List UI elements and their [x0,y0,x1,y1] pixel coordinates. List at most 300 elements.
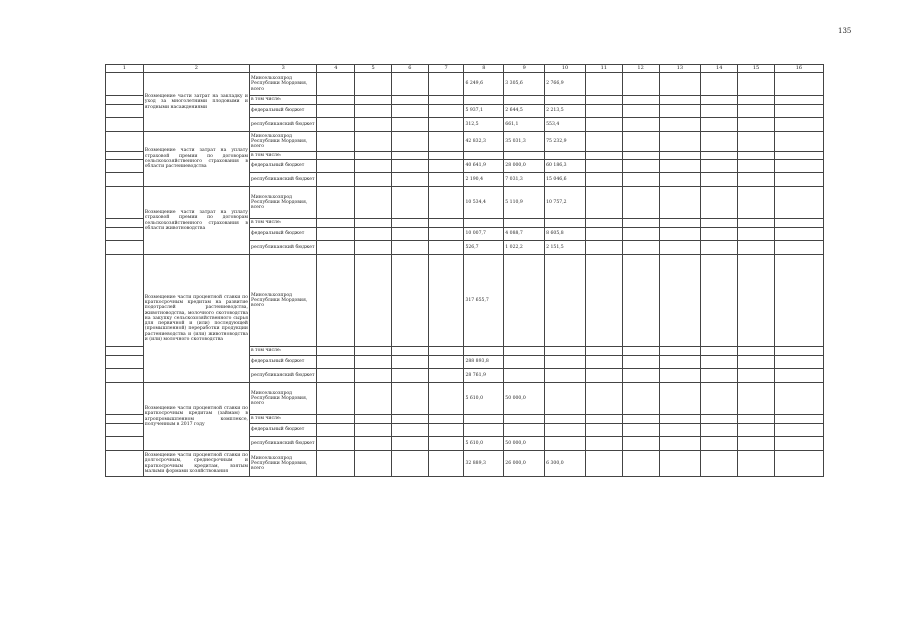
col-4-cell [317,228,355,241]
col-12-cell [622,73,659,96]
col-4-cell [317,132,355,152]
col-1-cell [106,152,144,160]
value-col-10 [545,383,586,415]
col-14-cell [701,255,738,347]
table-row [106,451,824,477]
col-15-cell [738,187,775,219]
col-6-cell [391,437,428,451]
col-15-cell [738,118,775,132]
col-7-cell [428,219,464,228]
col-11-cell [585,228,622,241]
value-col-10 [545,347,586,356]
col-15-cell [738,356,775,369]
measure-description: Возмещение части затрат на закладку и уход за многолетними плодовыми и ягодными насаждениями [143,73,249,132]
col-11-cell [585,105,622,118]
col-13-cell [659,132,701,152]
col-12-cell [622,228,659,241]
funding-source: федеральный бюджет [250,160,317,173]
value-col-8: 2 190,4 [464,173,504,187]
col-16-cell [774,173,823,187]
col-7-cell [428,96,464,105]
value-col-8: 5 610,0 [464,383,504,415]
value-col-9 [504,424,545,437]
col-5-cell [355,241,392,255]
header-cell: 2 [143,65,249,73]
col-4-cell [317,255,355,347]
value-col-9: 7 031,3 [504,173,545,187]
col-11-cell [585,96,622,105]
budget-table [105,64,824,477]
col-5-cell [355,219,392,228]
col-11-cell [585,356,622,369]
col-5-cell [355,369,392,383]
col-16-cell [774,118,823,132]
col-5-cell [355,347,392,356]
header-cell: 7 [428,65,464,73]
col-12-cell [622,415,659,424]
col-1-cell [106,228,144,241]
value-col-10 [545,356,586,369]
header-cell: 3 [250,65,317,73]
header-cell: 10 [545,65,586,73]
value-col-8 [464,347,504,356]
value-col-8 [464,415,504,424]
col-11-cell [585,451,622,477]
col-1-cell [106,241,144,255]
col-7-cell [428,241,464,255]
value-col-8: 5 610,0 [464,437,504,451]
header-cell: 12 [622,65,659,73]
col-15-cell [738,132,775,152]
value-col-10 [545,255,586,347]
col-11-cell [585,132,622,152]
value-col-10: 8 605,8 [545,228,586,241]
col-11-cell [585,152,622,160]
col-16-cell [774,219,823,228]
value-col-8: 526,7 [464,241,504,255]
col-13-cell [659,356,701,369]
value-col-8: 40 641,9 [464,160,504,173]
value-col-9: 1 022,2 [504,241,545,255]
col-13-cell [659,369,701,383]
value-col-9 [504,152,545,160]
col-15-cell [738,219,775,228]
col-1-cell [106,160,144,173]
col-12-cell [622,118,659,132]
value-col-10: 6 300,0 [545,451,586,477]
col-7-cell [428,356,464,369]
funding-source: Минсельхозпрод Республики Мордовия, всего [250,451,317,477]
value-col-9 [504,347,545,356]
col-16-cell [774,160,823,173]
col-14-cell [701,424,738,437]
col-4-cell [317,424,355,437]
col-11-cell [585,173,622,187]
header-cell: 13 [659,65,701,73]
value-col-10: 10 757,2 [545,187,586,219]
col-13-cell [659,173,701,187]
col-4-cell [317,415,355,424]
col-7-cell [428,73,464,96]
col-4-cell [317,160,355,173]
col-14-cell [701,437,738,451]
page-number: 135 [838,27,852,35]
col-16-cell [774,347,823,356]
col-14-cell [701,451,738,477]
col-16-cell [774,228,823,241]
value-col-8 [464,152,504,160]
col-16-cell [774,132,823,152]
col-11-cell [585,369,622,383]
value-col-9: 35 031,3 [504,132,545,152]
header-cell: 16 [774,65,823,73]
header-cell: 8 [464,65,504,73]
col-16-cell [774,241,823,255]
col-16-cell [774,415,823,424]
funding-source: федеральный бюджет [250,356,317,369]
col-6-cell [391,255,428,347]
value-col-8: 10 534,4 [464,187,504,219]
col-1-cell [106,383,144,415]
col-12-cell [622,437,659,451]
col-1-cell [106,96,144,105]
value-col-9 [504,356,545,369]
funding-source: Минсельхозпрод Республики Мордовия, всего [250,187,317,219]
col-5-cell [355,152,392,160]
value-col-10 [545,415,586,424]
col-14-cell [701,415,738,424]
col-16-cell [774,424,823,437]
measure-description: Возмещение части затрат на уплату страховой премии по договорам сельскохозяйственного страхования в области растениеводства [143,132,249,187]
col-1-cell [106,118,144,132]
col-1-cell [106,369,144,383]
col-1-cell [106,437,144,451]
col-1-cell [106,219,144,228]
funding-source: Минсельхозпрод Республики Мордовия, всего [250,383,317,415]
col-5-cell [355,160,392,173]
value-col-9: 3 305,6 [504,73,545,96]
table-row [106,132,824,152]
col-13-cell [659,187,701,219]
col-1-cell [106,105,144,118]
value-col-9: 50 000,0 [504,383,545,415]
value-col-10 [545,96,586,105]
header-cell: 6 [391,65,428,73]
funding-source: Минсельхозпрод Республики Мордовия, всего [250,255,317,347]
header-cell: 9 [504,65,545,73]
col-16-cell [774,437,823,451]
col-13-cell [659,241,701,255]
measure-description: Возмещение части процентной ставки по краткосрочным кредитам (займам) в агропромышленном комплексе, полученным в 2017 году [143,383,249,451]
col-16-cell [774,105,823,118]
col-6-cell [391,369,428,383]
funding-source: в том числе: [250,219,317,228]
value-col-9 [504,96,545,105]
col-12-cell [622,187,659,219]
value-col-10: 553,4 [545,118,586,132]
col-7-cell [428,424,464,437]
col-6-cell [391,160,428,173]
col-5-cell [355,187,392,219]
col-4-cell [317,356,355,369]
funding-source: в том числе: [250,415,317,424]
col-13-cell [659,451,701,477]
header-cell: 5 [355,65,392,73]
col-1-cell [106,132,144,152]
col-4-cell [317,187,355,219]
value-col-10 [545,369,586,383]
col-13-cell [659,437,701,451]
col-6-cell [391,132,428,152]
col-15-cell [738,73,775,96]
col-15-cell [738,241,775,255]
col-1-cell [106,255,144,347]
col-14-cell [701,173,738,187]
value-col-8 [464,96,504,105]
col-13-cell [659,424,701,437]
col-12-cell [622,369,659,383]
col-14-cell [701,152,738,160]
col-6-cell [391,241,428,255]
funding-source: Минсельхозпрод Республики Мордовия, всего [250,73,317,96]
header-cell: 11 [585,65,622,73]
col-5-cell [355,118,392,132]
value-col-8 [464,424,504,437]
col-1-cell [106,424,144,437]
value-col-8: 28 761,9 [464,369,504,383]
col-13-cell [659,219,701,228]
col-11-cell [585,187,622,219]
value-col-9: 50 000,0 [504,437,545,451]
funding-source: республиканский бюджет [250,173,317,187]
measure-description: Возмещение части процентной ставки по краткосрочным кредитам на развитие подотраслей растениеводства, животноводства, молочного скотоводства на закупку сельскохозяйственного сырья для первичной и (или) последующей (промышленной) переработки продукции растениеводства и (или) животноводства и (или) молочного скотоводства [143,255,249,383]
value-col-9 [504,255,545,347]
col-11-cell [585,219,622,228]
col-15-cell [738,369,775,383]
col-11-cell [585,73,622,96]
value-col-10 [545,437,586,451]
col-13-cell [659,415,701,424]
col-4-cell [317,173,355,187]
col-12-cell [622,356,659,369]
col-15-cell [738,451,775,477]
col-13-cell [659,383,701,415]
col-1-cell [106,415,144,424]
col-15-cell [738,160,775,173]
measure-description: Возмещение части процентной ставки по долгосрочным, среднесрочным и краткосрочным кредитам, взятым малыми формами хозяйствования [143,451,249,477]
col-13-cell [659,255,701,347]
col-6-cell [391,347,428,356]
col-11-cell [585,118,622,132]
col-11-cell [585,347,622,356]
col-4-cell [317,96,355,105]
funding-source: Минсельхозпрод Республики Мордовия, всего [250,132,317,152]
col-7-cell [428,105,464,118]
col-7-cell [428,369,464,383]
value-col-9: 28 000,0 [504,160,545,173]
col-12-cell [622,424,659,437]
value-col-10 [545,424,586,437]
value-col-9: 26 000,0 [504,451,545,477]
col-15-cell [738,424,775,437]
col-12-cell [622,451,659,477]
col-12-cell [622,96,659,105]
value-col-9 [504,369,545,383]
col-1-cell [106,451,144,477]
col-5-cell [355,255,392,347]
value-col-8: 32 889,3 [464,451,504,477]
col-12-cell [622,219,659,228]
funding-source: в том числе: [250,347,317,356]
col-5-cell [355,228,392,241]
col-5-cell [355,96,392,105]
col-12-cell [622,383,659,415]
col-14-cell [701,105,738,118]
col-4-cell [317,369,355,383]
col-14-cell [701,96,738,105]
funding-source: республиканский бюджет [250,241,317,255]
funding-source: федеральный бюджет [250,105,317,118]
col-4-cell [317,73,355,96]
col-13-cell [659,160,701,173]
col-12-cell [622,255,659,347]
header-cell: 14 [701,65,738,73]
value-col-8 [464,219,504,228]
col-14-cell [701,369,738,383]
col-5-cell [355,415,392,424]
col-4-cell [317,219,355,228]
col-6-cell [391,415,428,424]
col-15-cell [738,152,775,160]
col-7-cell [428,255,464,347]
value-col-9: 2 644,5 [504,105,545,118]
value-col-9 [504,219,545,228]
col-5-cell [355,356,392,369]
col-12-cell [622,173,659,187]
col-4-cell [317,437,355,451]
header-row [106,65,824,73]
col-6-cell [391,118,428,132]
col-13-cell [659,118,701,132]
col-4-cell [317,451,355,477]
col-12-cell [622,241,659,255]
col-15-cell [738,415,775,424]
table-row [106,73,824,96]
table-row [106,383,824,415]
col-15-cell [738,96,775,105]
funding-source: в том числе: [250,96,317,105]
col-5-cell [355,383,392,415]
col-16-cell [774,96,823,105]
col-16-cell [774,356,823,369]
col-6-cell [391,219,428,228]
col-5-cell [355,437,392,451]
col-14-cell [701,187,738,219]
table-row [106,255,824,347]
funding-source: федеральный бюджет [250,424,317,437]
value-col-9: 661,1 [504,118,545,132]
col-14-cell [701,356,738,369]
value-col-10 [545,219,586,228]
col-11-cell [585,424,622,437]
value-col-8: 6 249,6 [464,73,504,96]
col-6-cell [391,152,428,160]
col-7-cell [428,228,464,241]
funding-source: республиканский бюджет [250,437,317,451]
col-6-cell [391,451,428,477]
col-13-cell [659,96,701,105]
col-12-cell [622,105,659,118]
col-6-cell [391,187,428,219]
col-6-cell [391,73,428,96]
col-6-cell [391,228,428,241]
col-6-cell [391,383,428,415]
col-7-cell [428,152,464,160]
col-11-cell [585,415,622,424]
col-14-cell [701,219,738,228]
funding-source: федеральный бюджет [250,228,317,241]
value-col-10: 75 232,9 [545,132,586,152]
col-5-cell [355,132,392,152]
header-cell: 15 [738,65,775,73]
col-6-cell [391,424,428,437]
col-6-cell [391,356,428,369]
funding-source: в том числе: [250,152,317,160]
col-12-cell [622,347,659,356]
value-col-10: 2 766,9 [545,73,586,96]
col-14-cell [701,73,738,96]
col-1-cell [106,187,144,219]
col-4-cell [317,347,355,356]
value-col-10: 2 213,5 [545,105,586,118]
value-col-9: 4 088,7 [504,228,545,241]
col-7-cell [428,383,464,415]
col-11-cell [585,437,622,451]
value-col-10 [545,152,586,160]
value-col-8: 312,5 [464,118,504,132]
col-15-cell [738,437,775,451]
col-4-cell [317,118,355,132]
value-col-9: 5 110,9 [504,187,545,219]
col-15-cell [738,255,775,347]
col-6-cell [391,96,428,105]
value-col-10: 15 046,6 [545,173,586,187]
funding-source: республиканский бюджет [250,369,317,383]
value-col-8: 317 655,7 [464,255,504,347]
col-16-cell [774,451,823,477]
col-1-cell [106,73,144,96]
col-5-cell [355,73,392,96]
col-4-cell [317,105,355,118]
col-7-cell [428,187,464,219]
value-col-10: 2 151,5 [545,241,586,255]
col-5-cell [355,451,392,477]
col-11-cell [585,383,622,415]
col-15-cell [738,105,775,118]
col-7-cell [428,118,464,132]
col-16-cell [774,187,823,219]
col-13-cell [659,228,701,241]
col-16-cell [774,383,823,415]
col-7-cell [428,437,464,451]
col-5-cell [355,173,392,187]
col-11-cell [585,160,622,173]
table-row [106,187,824,219]
col-14-cell [701,383,738,415]
col-12-cell [622,152,659,160]
col-4-cell [317,241,355,255]
col-5-cell [355,105,392,118]
